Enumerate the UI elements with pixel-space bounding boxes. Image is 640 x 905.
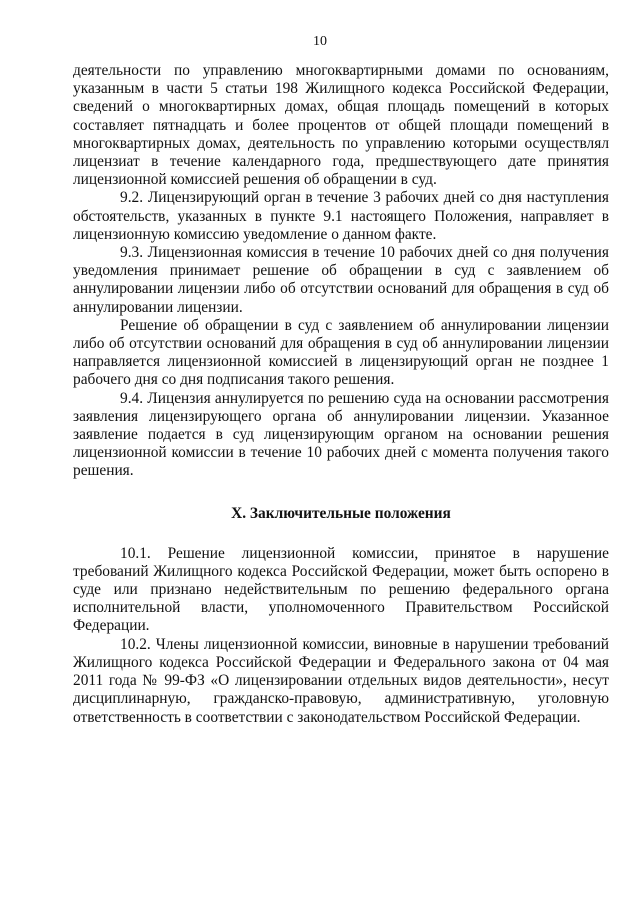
section-title: X. Заключительные положения	[231, 504, 451, 522]
paragraph-continuation: деятельности по управлению многоквартирными домами по основаниям, указанным в части 5 статьи 198 Жилищного кодекса Российской Федерации, сведений о многоквартирных домах, общая площадь помещений в которых составляет пятнадцать и более процентов от общей площади помещений в многоквартирных домах, деятельность по управлению которыми осуществлял лицензиат в течение календарного года, предшествующего дате принятия лицензионной комиссией решения об обращении в суд.	[73, 62, 609, 189]
paragraph-10-2: 10.2. Члены лицензионной комиссии, виновные в нарушении требований Жилищного кодекса Российской Федерации и Федерального закона от 04 мая 2011 года № 99-ФЗ «О лицензировании отдельных видов деятельности», несут дисциплинарную, гражданско-правовую, административную, уголовную ответственность в соответствии с законодательством Российской Федерации.	[73, 635, 609, 726]
paragraph-10-1: 10.1. Решение лицензионной комиссии, принятое в нарушение требований Жилищного кодекса Российской Федерации, может быть оспорено в суде или признано недействительным по решению федерального органа исполнительной власти, уполномоченного Правительством Российской Федерации.	[73, 544, 609, 635]
paragraph-9-2: 9.2. Лицензирующий орган в течение 3 рабочих дней со дня наступления обстоятельств, указанных в пункте 9.1 настоящего Положения, направляет в лицензионную комиссию уведомление о данном факте.	[73, 189, 609, 243]
paragraph-9-3: 9.3. Лицензионная комиссия в течение 10 рабочих дней со дня получения уведомления принимает решение об обращении в суд с заявлением об аннулировании лицензии либо об отсутствии оснований для обращения в суд об аннулировании лицензии.	[73, 244, 609, 316]
paragraph-9-4: 9.4. Лицензия аннулируется по решению суда на основании рассмотрения заявления лицензирующего органа об аннулировании лицензии. Указанное заявление подается в суд лицензирующим органом на основании решения лицензионной комиссии в течение 10 рабочих дней с момента получения такого решения.	[73, 389, 609, 480]
document-body	[73, 62, 609, 727]
page-number: 10	[313, 34, 327, 49]
paragraph-decision: Решение об обращении в суд с заявлением об аннулировании лицензии либо об отсутствии оснований для обращения в суд об аннулировании лицензии направляется лицензионной комиссией в лицензирующий орган не позднее 1 рабочего дня со дня подписания такого решения.	[73, 316, 609, 389]
